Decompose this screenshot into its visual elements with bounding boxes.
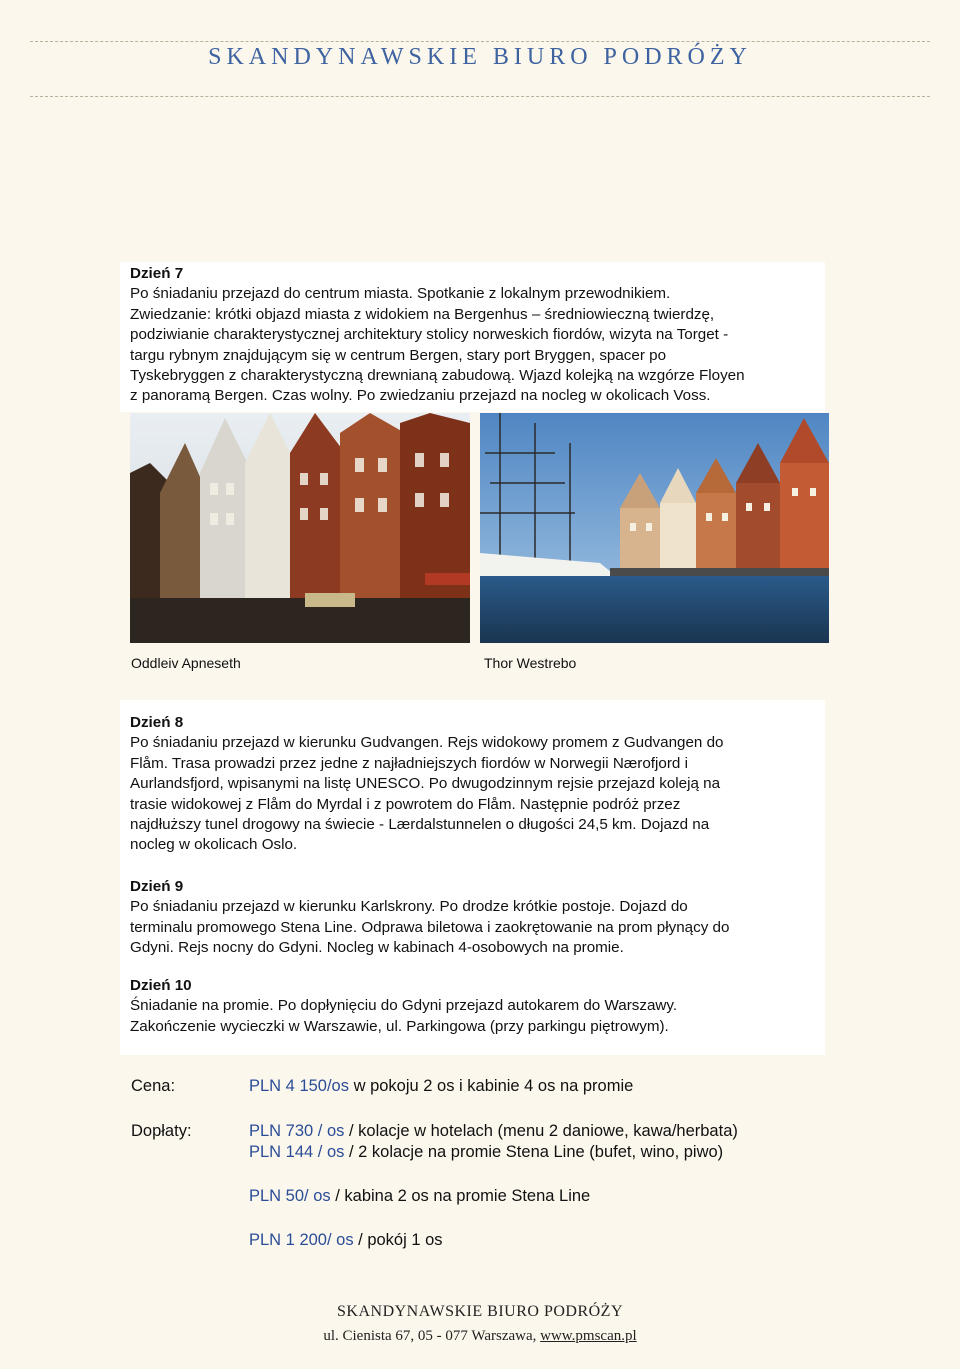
left-photo-caption: Oddleiv Apneseth	[131, 655, 241, 671]
day-10-title: Dzień 10	[130, 977, 192, 994]
day-8-line: Flåm. Trasa prowadzi przez jedne z najładniejszych fiordów w Norwegii Nærofjord i	[130, 754, 688, 772]
extra-price-item	[249, 1143, 723, 1162]
base-price-desc: w pokoju 2 os i kabinie 4 os na promie	[348, 1077, 634, 1095]
footer-agency-name: SKANDYNAWSKIE BIURO PODRÓŻY	[337, 1303, 623, 1320]
day-10-line: Zakończenie wycieczki w Warszawie, ul. Parkingowa (przy parkingu piętrowym).	[130, 1017, 669, 1035]
footer-address: ul. Cienista 67, 05 - 077 Warszawa,	[323, 1328, 541, 1344]
extras-label: Dopłaty:	[131, 1122, 192, 1140]
day-8-title: Dzień 8	[130, 714, 184, 731]
extra-price-amount: PLN 144 / os	[249, 1143, 345, 1161]
extra-price-item	[249, 1187, 590, 1206]
day-7-line: podziwianie charakterystycznej architektury stolicy norweskich fiordów, wizyta na Torget -	[130, 326, 729, 344]
footer-address-line	[0, 1328, 960, 1345]
footer-website-link[interactable]: www.pmscan.pl	[540, 1328, 637, 1344]
day-7-line: Tyskebryggen z charakterystyczną drewnianą zabudową. Wjazd kolejką na wzgórze Floyen	[130, 367, 745, 385]
header-divider	[30, 96, 930, 97]
day-9-title: Dzień 9	[130, 878, 184, 895]
day-9-line: Po śniadaniu przejazd w kierunku Karlskrony. Po drodze krótkie postoje. Dojazd do	[130, 898, 688, 916]
day-8-line: Po śniadaniu przejazd w kierunku Gudvangen. Rejs widokowy promem z Gudvangen do	[130, 734, 724, 752]
bryggen-houses-photo	[130, 413, 470, 643]
extra-price-desc: / pokój 1 os	[353, 1231, 443, 1249]
extra-price-amount: PLN 730 / os	[249, 1122, 345, 1140]
base-price-amount: PLN 4 150/os	[249, 1077, 349, 1095]
base-price	[249, 1077, 633, 1096]
day-9-line: terminalu promowego Stena Line. Odprawa biletowa i zaokrętowanie na prom płynący do	[130, 918, 730, 936]
day-8-line: najdłuższy tunel drogowy na świecie - Lærdalstunnelen o długości 24,5 km. Dojazd na	[130, 816, 710, 834]
extra-price-desc: / kabina 2 os na promie Stena Line	[330, 1187, 591, 1205]
right-photo-caption: Thor Westrebo	[484, 655, 577, 671]
day-8-line: trasie widokowej z Flåm do Myrdal i z powrotem do Flåm. Następnie podróż przez	[130, 795, 681, 813]
day-9-line: Gdyni. Rejs nocny do Gdyni. Nocleg w kabinach 4-osobowych na promie.	[130, 939, 624, 957]
price-label: Cena:	[131, 1077, 176, 1095]
day-10-line: Śniadanie na promie. Po dopłynięciu do Gdyni przejazd autokarem do Warszawy.	[130, 997, 678, 1015]
extra-price-desc: / 2 kolacje na promie Stena Line (bufet, wino, piwo)	[344, 1143, 724, 1161]
extra-price-amount: PLN 50/ os	[249, 1187, 331, 1205]
day-10-section	[120, 965, 825, 1055]
day-7-line: Po śniadaniu przejazd do centrum miasta. Spotkanie z lokalnym przewodnikiem.	[130, 285, 671, 303]
day-8-line: nocleg w okolicach Oslo.	[130, 836, 298, 854]
day-7-title: Dzień 7	[130, 265, 184, 282]
extra-price-item	[249, 1231, 443, 1250]
agency-header: SKANDYNAWSKIE BIURO PODRÓŻY	[208, 44, 752, 70]
extra-price-item	[249, 1122, 738, 1141]
day-9-section	[120, 875, 825, 965]
extra-price-desc: / kolacje w hotelach (menu 2 daniowe, kawa/herbata)	[344, 1122, 738, 1140]
day-7-line: z panoramą Bergen. Czas wolny. Po zwiedzaniu przejazd na nocleg w okolicach Voss.	[130, 387, 711, 405]
day-7-line: targu rybnym znajdującym się w centrum Bergen, stary port Bryggen, spacer po	[130, 346, 667, 364]
day-8-section	[120, 700, 825, 875]
day-8-line: Aurlandsfjord, wpisanymi na listę UNESCO. Po dwugodzinnym rejsie przejazd koleją na	[130, 775, 721, 793]
harbour-ship-photo	[480, 413, 829, 643]
day-7-line: Zwiedzanie: krótki objazd miasta z widokiem na Bergenhus – średniowieczną twierdzę,	[130, 305, 715, 323]
extra-price-amount: PLN 1 200/ os	[249, 1231, 354, 1249]
day-7-section	[120, 262, 825, 412]
top-divider	[30, 41, 930, 42]
